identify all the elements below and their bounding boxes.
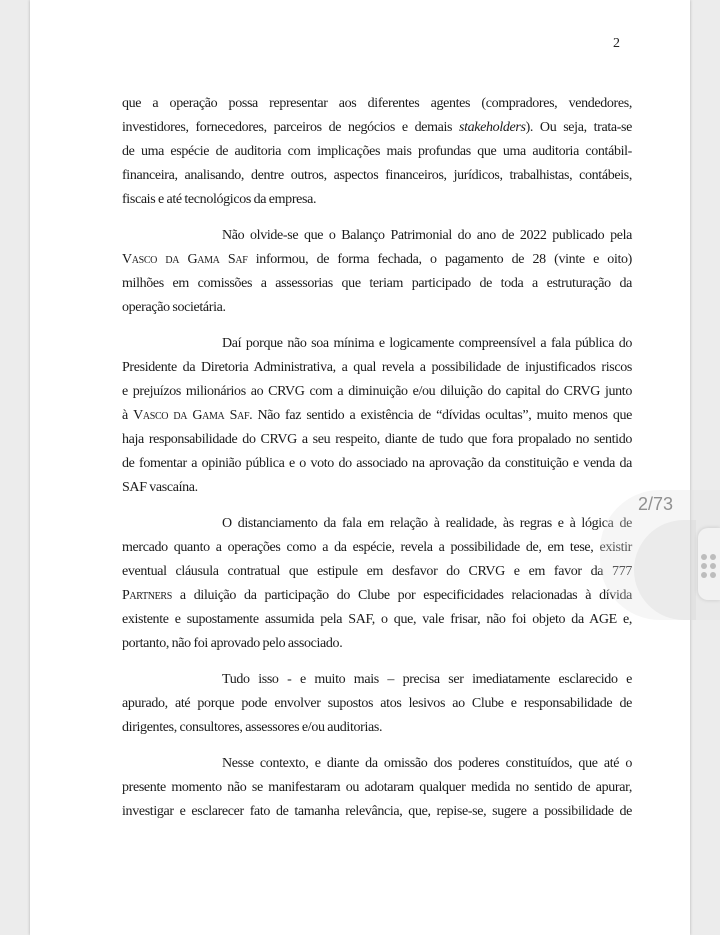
text-line — [122, 752, 632, 776]
paragraph — [122, 668, 632, 740]
text-segment: milhões em comissões a assessorias que teriam participado de toda a estruturação da — [122, 276, 632, 291]
small-caps-text: Vasco da Gama Saf — [133, 408, 250, 423]
text-line — [122, 800, 632, 824]
fast-scroll-handle[interactable] — [698, 528, 720, 600]
text-segment: O distanciamento da fala em relação à realidade, às regras e à lógica de — [222, 516, 632, 531]
text-segment: que a operação possa representar aos diferentes agentes (compradores, vendedores, — [122, 96, 632, 111]
text-line — [122, 224, 632, 248]
text-line — [122, 608, 632, 632]
small-caps-text: Vasco da Gama Saf — [122, 252, 248, 267]
text-segment: de fomentar a opinião pública e o voto do associado na aprovação da constituição e venda da — [122, 456, 632, 471]
text-line — [122, 356, 632, 380]
text-segment: portanto, não foi aprovado pelo associado. — [122, 636, 343, 651]
document-page — [30, 0, 690, 935]
text-line — [122, 632, 632, 656]
text-line — [122, 452, 632, 476]
text-segment: de uma espécie de auditoria com implicações mais profundas que uma auditoria contábil- — [122, 144, 632, 159]
text-segment: SAF vascaína. — [122, 480, 198, 495]
text-segment: e prejuízos milionários ao CRVG com a diminuição e/ou diluição do capital do CRVG junto — [122, 384, 632, 399]
document-body — [122, 92, 632, 836]
small-caps-text: Partners — [122, 588, 172, 603]
text-line — [122, 92, 632, 116]
text-segment: informou, de forma fechada, o pagamento de 28 (vinte e oito) — [247, 252, 632, 267]
paragraph — [122, 92, 632, 212]
text-line — [122, 296, 632, 320]
text-line — [122, 560, 632, 584]
text-line — [122, 272, 632, 296]
text-line — [122, 512, 632, 536]
text-line — [122, 692, 632, 716]
paragraph — [122, 332, 632, 500]
text-segment: Nesse contexto, e diante da omissão dos poderes constituídos, que até o — [222, 756, 632, 771]
text-segment: Daí porque não soa mínima e logicamente compreensível a fala pública do — [222, 336, 632, 351]
drag-handle-icon — [701, 554, 716, 578]
text-line — [122, 428, 632, 452]
text-line — [122, 716, 632, 740]
text-segment: investidores, fornecedores, parceiros de negócios e demais — [122, 120, 460, 135]
text-segment: fiscais e até tecnológicos da empresa. — [122, 192, 317, 207]
text-segment: à — [122, 408, 134, 423]
text-segment: a diluição da participação do Clube por especificidades relacionadas à dívida — [171, 588, 632, 603]
italic-text: stakeholders — [459, 120, 526, 135]
text-line — [122, 248, 632, 272]
text-segment: financeira, analisando, dentre outros, aspectos financeiros, jurídicos, trabalhistas, contábeis, — [122, 168, 632, 183]
paragraph — [122, 224, 632, 320]
text-line — [122, 332, 632, 356]
text-line — [122, 584, 632, 608]
page-number: 2 — [613, 36, 620, 51]
text-segment: existente e supostamente assumida pela SAF, o que, vale frisar, não foi objeto da AGE e, — [122, 612, 632, 627]
text-segment: Não olvide-se que o Balanço Patrimonial do ano de 2022 publicado pela — [222, 228, 632, 243]
text-line — [122, 776, 632, 800]
text-segment: mercado quanto a operações como a da espécie, revela a possibilidade de, em tese, existir — [122, 540, 632, 555]
text-segment: operação societária. — [122, 300, 226, 315]
paragraph — [122, 752, 632, 824]
text-line — [122, 116, 632, 140]
text-segment: dirigentes, consultores, assessores e/ou auditorias. — [122, 720, 383, 735]
text-line — [122, 380, 632, 404]
text-line — [122, 188, 632, 212]
text-line — [122, 164, 632, 188]
text-line — [122, 404, 632, 428]
text-segment: haja responsabilidade do CRVG a seu respeito, diante de tudo que fora propalado no sentido — [122, 432, 632, 447]
text-segment: ). Ou seja, trata-se — [525, 120, 632, 135]
text-line — [122, 140, 632, 164]
text-segment: Presidente da Diretoria Administrativa, a qual revela a possibilidade de injustificados riscos — [122, 360, 632, 375]
text-segment: Tudo isso - e muito mais – precisa ser imediatamente esclarecido e — [222, 672, 632, 687]
page-indicator: 2/73 — [638, 494, 674, 514]
text-line — [122, 476, 632, 500]
paragraph — [122, 512, 632, 656]
text-segment: apurado, até porque pode envolver supostos atos lesivos ao Clube e responsabilidade de — [122, 696, 632, 711]
text-line — [122, 668, 632, 692]
text-segment: presente momento não se manifestaram ou adotaram qualquer medida no sentido de apurar, — [122, 780, 632, 795]
text-segment: investigar e esclarecer fato de tamanha relevância, que, repise-se, sugere a possibilidade de — [122, 804, 632, 819]
text-segment: . Não faz sentido a existência de “dívidas ocultas”, muito menos que — [249, 408, 632, 423]
text-line — [122, 536, 632, 560]
text-segment: eventual cláusula contratual que estipule em desfavor do CRVG e em favor da 777 — [122, 564, 632, 579]
